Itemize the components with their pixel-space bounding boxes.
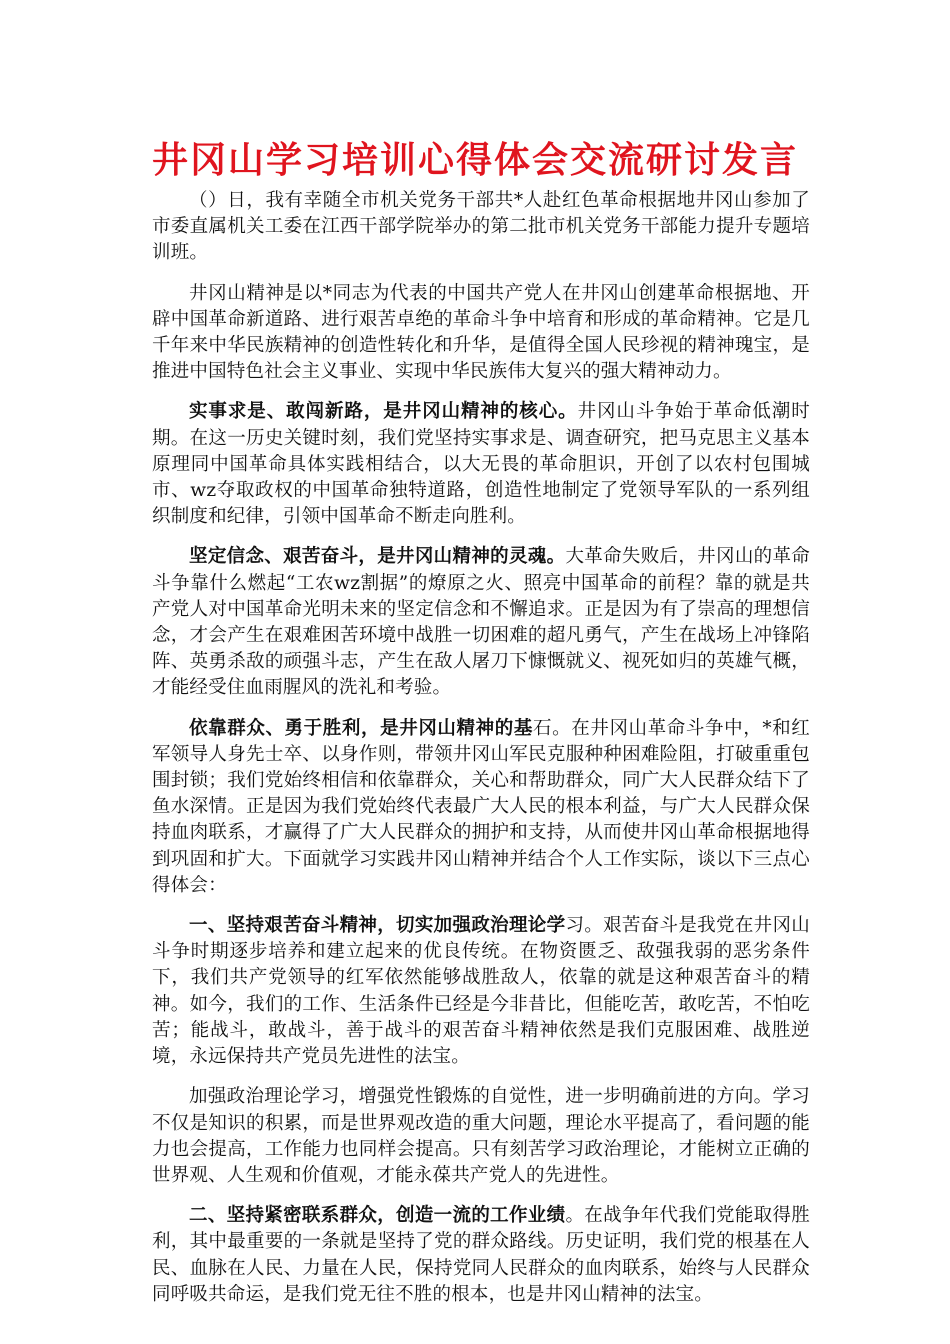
paragraph-8-lead: 二、坚持紧密联系群众，创造一流的工作业绩: [189, 1205, 566, 1227]
paragraph-4-text: 大革命失败后，井冈山的革命斗争靠什么燃起“工农wz割据”的燎原之火、照亮中国革命的前程？靠的就是共产党人对中国革命光明未来的坚定信念和不懈追求。正是因为有了崇高的理想信念，才会产生在艰难困苦环境中战胜一切困难的超凡勇气，产生在战场上冲锋陷阵、英勇杀敌的顽强斗志，产生在敌人屠刀下慷慨就义、视死如归的英雄气概，才能经受住血雨腥风的洗礼和考验。: [152, 546, 810, 699]
paragraph-1: [152, 188, 810, 267]
paragraph-3-text: 井冈山斗争始于革命低潮时期。在这一历史关键时刻，我们党坚持实事求是、调查研究，把马克思主义基本原理同中国革命具体实践相结合，以大无畏的革命胆识，开创了以农村包围城市、wz夺取政权的中国革命独特道路，创造性地制定了党领导军队的一系列组织制度和纪律，引领中国革命不断走向胜利。: [152, 401, 810, 528]
paragraph-4: [152, 544, 810, 701]
paragraph-6: [152, 913, 810, 1070]
paragraph-7-text: 加强政治理论学习，增强党性锻炼的自觉性，进一步明确前进的方向。学习不仅是知识的积累，而是世界观改造的重大问题，理论水平提高了，看问题的能力也会提高，工作能力也同样会提高。只有刻苦学习政治理论，才能树立正确的世界观、人生观和价值观，才能永葆共产党人的先进性。: [152, 1086, 810, 1186]
paragraph-2-text: 井冈山精神是以*同志为代表的中国共产党人在井冈山创建革命根据地、开辟中国革命新道路、进行艰苦卓绝的革命斗争中培育和形成的革命精神。它是几千年来中华民族精神的创造性转化和升华，是值得全国人民珍视的精神瑰宝，是推进中国特色社会主义事业、实现中华民族伟大复兴的强大精神动力。: [152, 282, 810, 383]
paragraph-6-lead: 一、坚持艰苦奋斗精神，切实加强政治理论学: [189, 915, 566, 937]
paragraph-3-lead: 实事求是、敢闯新路，是井冈山精神的核心。: [189, 401, 578, 423]
paragraph-7: [152, 1084, 810, 1189]
paragraph-3: [152, 399, 810, 530]
paragraph-5-lead: 依靠群众、勇于胜利，是井冈山精神的基: [189, 717, 533, 739]
document-body: [152, 188, 810, 1322]
paragraph-1-text: （）日，我有幸随全市机关党务干部共*人赴红色革命根据地井冈山参加了市委直属机关工委在江西干部学院举办的第二批市机关党务干部能力提升专题培训班。: [152, 190, 810, 264]
paragraph-5: [152, 716, 810, 899]
paragraph-2: [152, 281, 810, 386]
paragraph-8-text: 。在战争年代我们党能取得胜利，其中最重要的一条就是坚持了党的群众路线。历史证明，我们党的根基在人民、血脉在人民、力量在人民，保持党同人民群众的血肉联系，始终与人民群众同呼吸共命运，是我们党无往不胜的根本，也是井冈山精神的法宝。: [152, 1205, 810, 1305]
paragraph-4-lead: 坚定信念、艰苦奋斗，是井冈山精神的灵魂。: [189, 546, 566, 568]
document-title: 井冈山学习培训心得体会交流研讨发言: [151, 139, 798, 181]
paragraph-8: [152, 1203, 810, 1308]
paragraph-5-text: 石。在井冈山革命斗争中，*和红军领导人身先士卒、以身作则，带领井冈山军民克服种种困难险阻，打破重重包围封锁；我们党始终相信和依靠群众，关心和帮助群众，同广大人民群众结下了鱼水深情。正是因为我们党始终代表最广大人民的根本利益，与广大人民群众保持血肉联系，才赢得了广大人民群众的拥护和支持，从而使井冈山革命根据地得到巩固和扩大。下面就学习实践井冈山精神并结合个人工作实际，谈以下三点心得体会：: [152, 717, 810, 896]
paragraph-6-text: 习。艰苦奋斗是我党在井冈山斗争时期逐步培养和建立起来的优良传统。在物资匮乏、敌强我弱的恶劣条件下，我们共产党领导的红军依然能够战胜敌人，依靠的就是这种艰苦奋斗的精神。如今，我们的工作、生活条件已经是今非昔比，但能吃苦，敢吃苦，不怕吃苦；能战斗，敢战斗，善于战斗的艰苦奋斗精神依然是我们克服困难、战胜逆境，永远保持共产党员先进性的法宝。: [152, 915, 810, 1068]
